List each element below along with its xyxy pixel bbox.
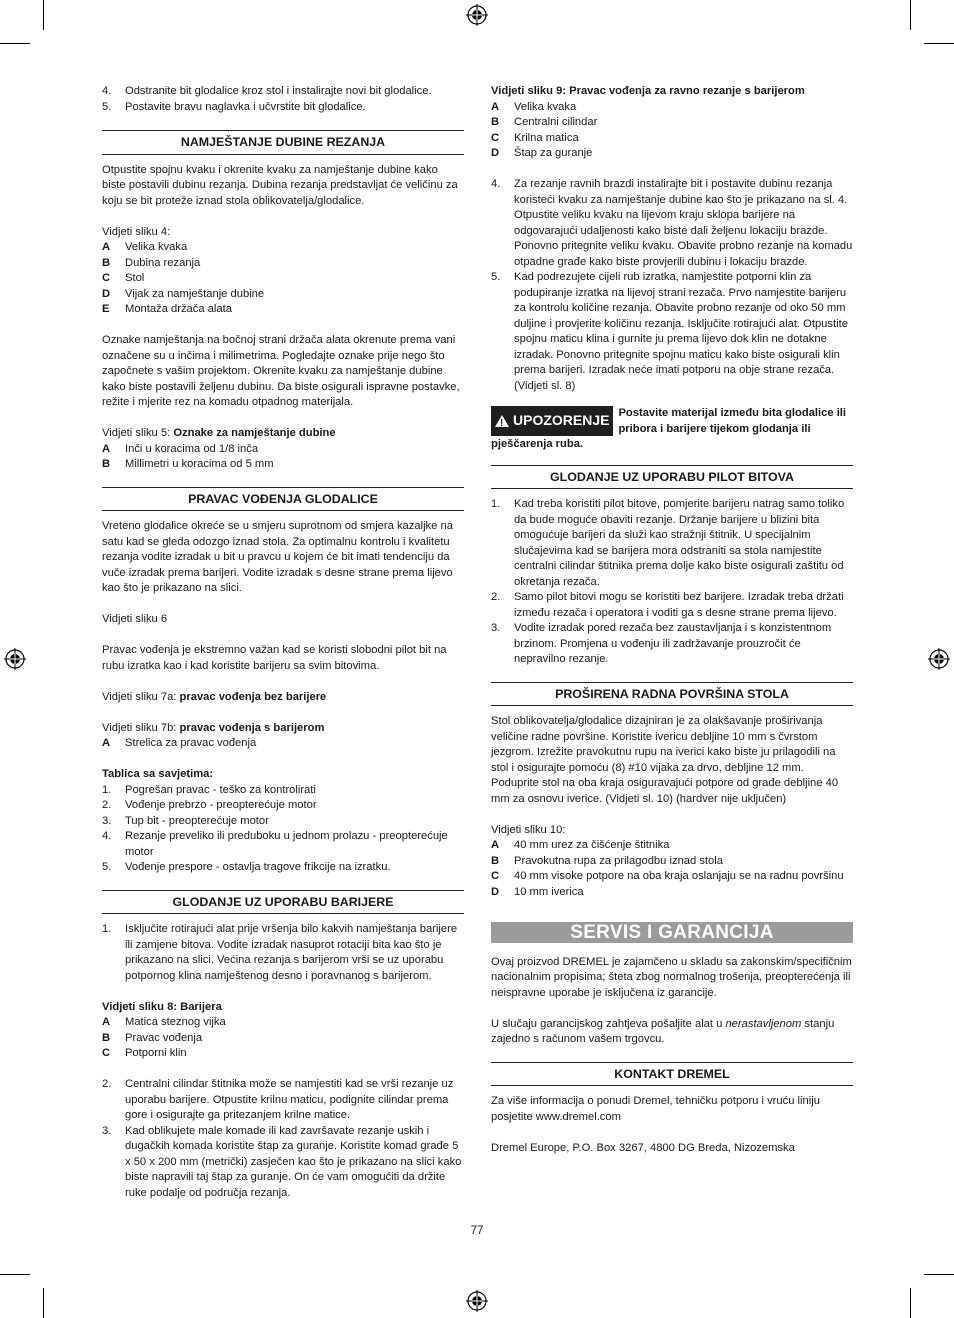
legend-item: C Krilna matica	[491, 131, 579, 144]
registration-mark-icon	[928, 648, 950, 670]
legend-item: A Velika kvaka	[491, 100, 577, 113]
figure-reference: Vidjeti sliku 8: Barijera	[102, 1000, 222, 1013]
paragraph: Ovaj proizvod DREMEL je zajamčeno u skladu sa zakonskim/specifičnim nacionalnim propisima; šteta zbog normalnog trošenja, preopterećenja ili neispravne uporabe je isključena iz garancije.	[491, 955, 852, 999]
paragraph: Stol oblikovatelja/glodalice dizajniran je za olakšavanje proširivanja veličine radne površine. Koristite ivericu debljine 10 mm s čvrstom jezgrom. Izrežite pravokutnu rupu na iverici kako biste ju prilagodili na stol i osigurajte pomoću (8) #10 vijaka za drvo, debljine 12 mm. Poduprite stol na oba kraja osiguravajući potpore od građe debljine 40 mm za osnovu iverice. (Vidjeti sl. 10) (hardver nije uključen)	[491, 715, 839, 805]
figure-reference: Vidjeti sliku 10:	[491, 823, 566, 836]
legend-item: A Strelica za pravac vođenja	[102, 737, 257, 749]
legend-item: D 10 mm iverica	[491, 885, 584, 898]
legend-item: A 40 mm urez za čišćenje štitnika	[491, 839, 670, 851]
list-item: 2. Vođenje prebrzo - preopterećuje motor	[102, 799, 317, 811]
list-item: 4. Odstranite bit glodalice kroz stol i instalirajte novi bit glodalice.	[102, 85, 432, 97]
paragraph: Vreteno glodalice okreće se u smjeru suprotnom od smjera kazaljke na satu kad se gleda odozgo iznad stola. Za optimalnu kontrolu i kvalitetu rezanja vodite izradak u bit u pravcu u kojem će bit imati tendenciju da vuče izradak prema barijeri. Vodite izradak s desne strane prema lijevo kao što je prikazano na slici.	[102, 520, 453, 594]
figure-reference: Vidjeti sliku 9: Pravac vođenja za ravno rezanje s barijerom	[491, 85, 805, 97]
registration-mark-icon	[466, 1290, 488, 1312]
legend-item: B Pravac vođenja	[102, 1031, 203, 1044]
legend-item: B Centralni cilindar	[491, 116, 598, 128]
section-heading-depth: NAMJEŠTANJE DUBINE REZANJA	[102, 130, 464, 155]
paragraph: U slučaju garancijskog zahtjeva pošaljite alat u nerastavljenom stanju zajedno s računom vašem trgovcu.	[491, 1017, 835, 1045]
section-heading-extended-table: PROŠIRENA RADNA POVRŠINA STOLA	[491, 682, 853, 707]
legend-item: A Velika kvaka	[102, 241, 188, 253]
list-item: 5. Kad podrezujete cijeli rub izratka, namjestite potporni klin za podupiranje izratka na lijevoj strani rezača. Prvo namjestite barijeru za kontrolu količine rezanja. Obavite probno rezanje od oko 50 mm duljine i provjerite količinu rezanja. Isključite rotirajući alat. Otpustite spojnu maticu klina i gurnite ju prema lijevo dok klin ne dotakne izradak. Ponovno pritegnite spojnu maticu kako biste osigurali klin prema barijeri. Izradak neće imati potporu na obje strane rezača. (Vidjeti sl. 8)	[491, 271, 848, 392]
figure-reference: Vidjeti sliku 5: Oznake za namještanje dubine	[102, 427, 336, 439]
warning-block	[491, 406, 853, 453]
list-item: 4. Rezanje preveliko ili preduboku u jednom prolazu - preopterećuje motor	[102, 830, 448, 858]
paragraph: Oznake namještanja na bočnoj strani držača alata okrenute prema vani označene su u inčima i milimetrima. Pogledajte oznake prije nego što započnete s vašim projektom. Okrenite kvaku za namještanje dubine kako biste postavili željenu dubinu. Da biste osigurali ispravne postavke, režite i mjerite rez na komadu otpadnog materijala.	[102, 334, 460, 408]
legend-item: E Montaža držača alata	[102, 303, 232, 315]
legend-item: C 40 mm visoke potpore na oba kraja oslanjaju se na radnu površinu	[491, 870, 844, 882]
list-item: 2. Centralni cilindar štitnika može se namjestiti kad se vrši rezanje uz uporabu barijere. Otpustite krilnu maticu, podignite cilindar prema gore i osigurajte ga pritezanjem krilne matice.	[102, 1078, 454, 1121]
section-heading-fence: GLODANJE UZ UPORABU BARIJERE	[102, 890, 464, 915]
figure-reference: Vidjeti sliku 7b: pravac vođenja s barijerom	[102, 721, 325, 734]
list-item: 1. Isključite rotirajući alat prije vršenja bilo kakvih namještanja barijere ili zamjene bitova. Vodite izradak nasuprot rotaciji bita kao što je prikazano na slici. Većina rezanja s barijerom vrši se uz uporabu potpornog klina namještenog desno i poravnanog s barijerom.	[102, 923, 458, 982]
page-number: 77	[470, 1225, 484, 1237]
registration-mark-icon	[4, 648, 26, 670]
list-item: 4. Za rezanje ravnih brazdi instalirajte bit i postavite dubinu rezanja koristeći kvaku za namještanje dubine kao što je prikazano na sl. 4. Otpustite veliku kvaku na lijevom kraju sklopa barijere na odgovarajući udaljenosti kako biste dali željenu lokaciju brazde. Ponovno pritegnite veliku kvaku. Obavite probno rezanje na komadu otpadne građe kako biste provjerili dubinu i lokaciju brazde.	[491, 178, 853, 268]
figure-reference: Vidjeti sliku 7a: pravac vođenja bez barijere	[102, 690, 327, 703]
crop-mark	[910, 0, 911, 30]
service-warranty-heading: SERVIS I GARANCIJA	[491, 922, 853, 943]
list-item: 5. Postavite bravu naglavka i učvrstite bit glodalice.	[102, 100, 366, 113]
address: Dremel Europe, P.O. Box 3267, 4800 DG Breda, Nizozemska	[491, 1141, 795, 1154]
crop-mark	[0, 43, 30, 44]
registration-mark-icon	[466, 4, 488, 26]
list-item: 1. Pogrešan pravac - teško za kontrolirati	[102, 783, 316, 796]
figure-reference: Vidjeti sliku 4:	[102, 225, 171, 238]
warning-text: Postavite materijal između bita glodalice ili pribora i barijere tijekom glodanja ili pješčarenja ruba.	[491, 407, 847, 450]
list-item: 1. Kad treba koristiti pilot bitove, pomjerite barijeru natrag samo toliko da bude moguće obaviti rezanje. Držanje barijere u blizini bita omogućuje barijeri da služi kao stražnji štitnik. U specijalnim slučajevima kad se barijera mora odstraniti sa stola namjestite centralni cilindar štitnika prema dolje kako biste osigurali zaštitu od okretanja rezača.	[491, 498, 845, 588]
legend-item: C Stol	[102, 272, 145, 284]
tips-title: Tablica sa savjetima:	[102, 768, 214, 780]
crop-mark	[0, 1274, 30, 1275]
list-item: 3. Tup bit - preopterećuje motor	[102, 814, 269, 827]
warning-triangle-icon	[495, 415, 509, 427]
legend-item: D Štap za guranje	[491, 147, 593, 159]
legend-item: C Potporni klin	[102, 1047, 187, 1059]
legend-item: A Inči u koracima od 1/8 inča	[102, 442, 259, 455]
list-item: 3. Vodite izradak pored rezača bez zaustavljanja i s konzistentnom brzinom. Promjena u vođenju ili zadržavanje prouzročit će nepravilno rezanje.	[491, 622, 832, 665]
left-column	[102, 84, 464, 1201]
section-heading-feed-direction: PRAVAC VOĐENJA GLODALICE	[102, 487, 464, 512]
legend-item: D Vijak za namještanje dubine	[102, 287, 265, 300]
crop-mark	[910, 1288, 911, 1318]
list-item: 5. Vođenje prespore - ostavlja tragove frikcije na izratku.	[102, 861, 391, 873]
figure-reference: Vidjeti sliku 6	[102, 613, 168, 625]
legend-item: B Pravokutna rupa za prilagodbu iznad stola	[491, 854, 723, 867]
crop-mark	[43, 1288, 44, 1318]
warning-badge: ! UPOZORENJE	[491, 406, 613, 436]
legend-item: B Dubina rezanja	[102, 256, 201, 269]
crop-mark	[924, 1274, 954, 1275]
crop-mark	[43, 0, 44, 30]
paragraph: Za više informacija o ponudi Dremel, tehničku potporu i vruću liniju posjetite www.dremel.com	[491, 1095, 820, 1123]
list-item: 3. Kad oblikujete male komade ili kad završavate rezanje uskih i dugačkih komada koristite štap za guranje. Koristite komad građe 5 x 50 x 200 mm (metrički) zasječen kao što je prikazano na slici kako biste napravili taj štap za guranje. On će vam omogućiti da držite ruke podalje od područja rezanja.	[102, 1124, 462, 1199]
right-column	[491, 84, 853, 1156]
paragraph: Otpustite spojnu kvaku i okrenite kvaku za namještanje dubine kako biste postavili dubinu rezanja. Dubina rezanja predstavljat će veličinu za koju se bit proteže iznad stola oblikovatelja/glodalice.	[102, 163, 458, 207]
list-item: 2. Samo pilot bitovi mogu se koristiti bez barijere. Izradak treba držati između rezača i operatora i voditi ga s desne strane prema lijevo.	[491, 591, 844, 619]
legend-item: A Matica steznog vijka	[102, 1016, 226, 1028]
section-heading-contact: KONTAKT DREMEL	[491, 1062, 853, 1087]
section-heading-pilot-bits: GLODANJE UZ UPORABU PILOT BITOVA	[491, 465, 853, 490]
crop-mark	[924, 43, 954, 44]
legend-item: B Millimetri u koracima od 5 mm	[102, 458, 274, 470]
paragraph: Pravac vođenja je ekstremno važan kad se koristi slobodni pilot bit na rubu izratka kao i kad koristite barijeru sa svim bitovima.	[102, 644, 447, 672]
